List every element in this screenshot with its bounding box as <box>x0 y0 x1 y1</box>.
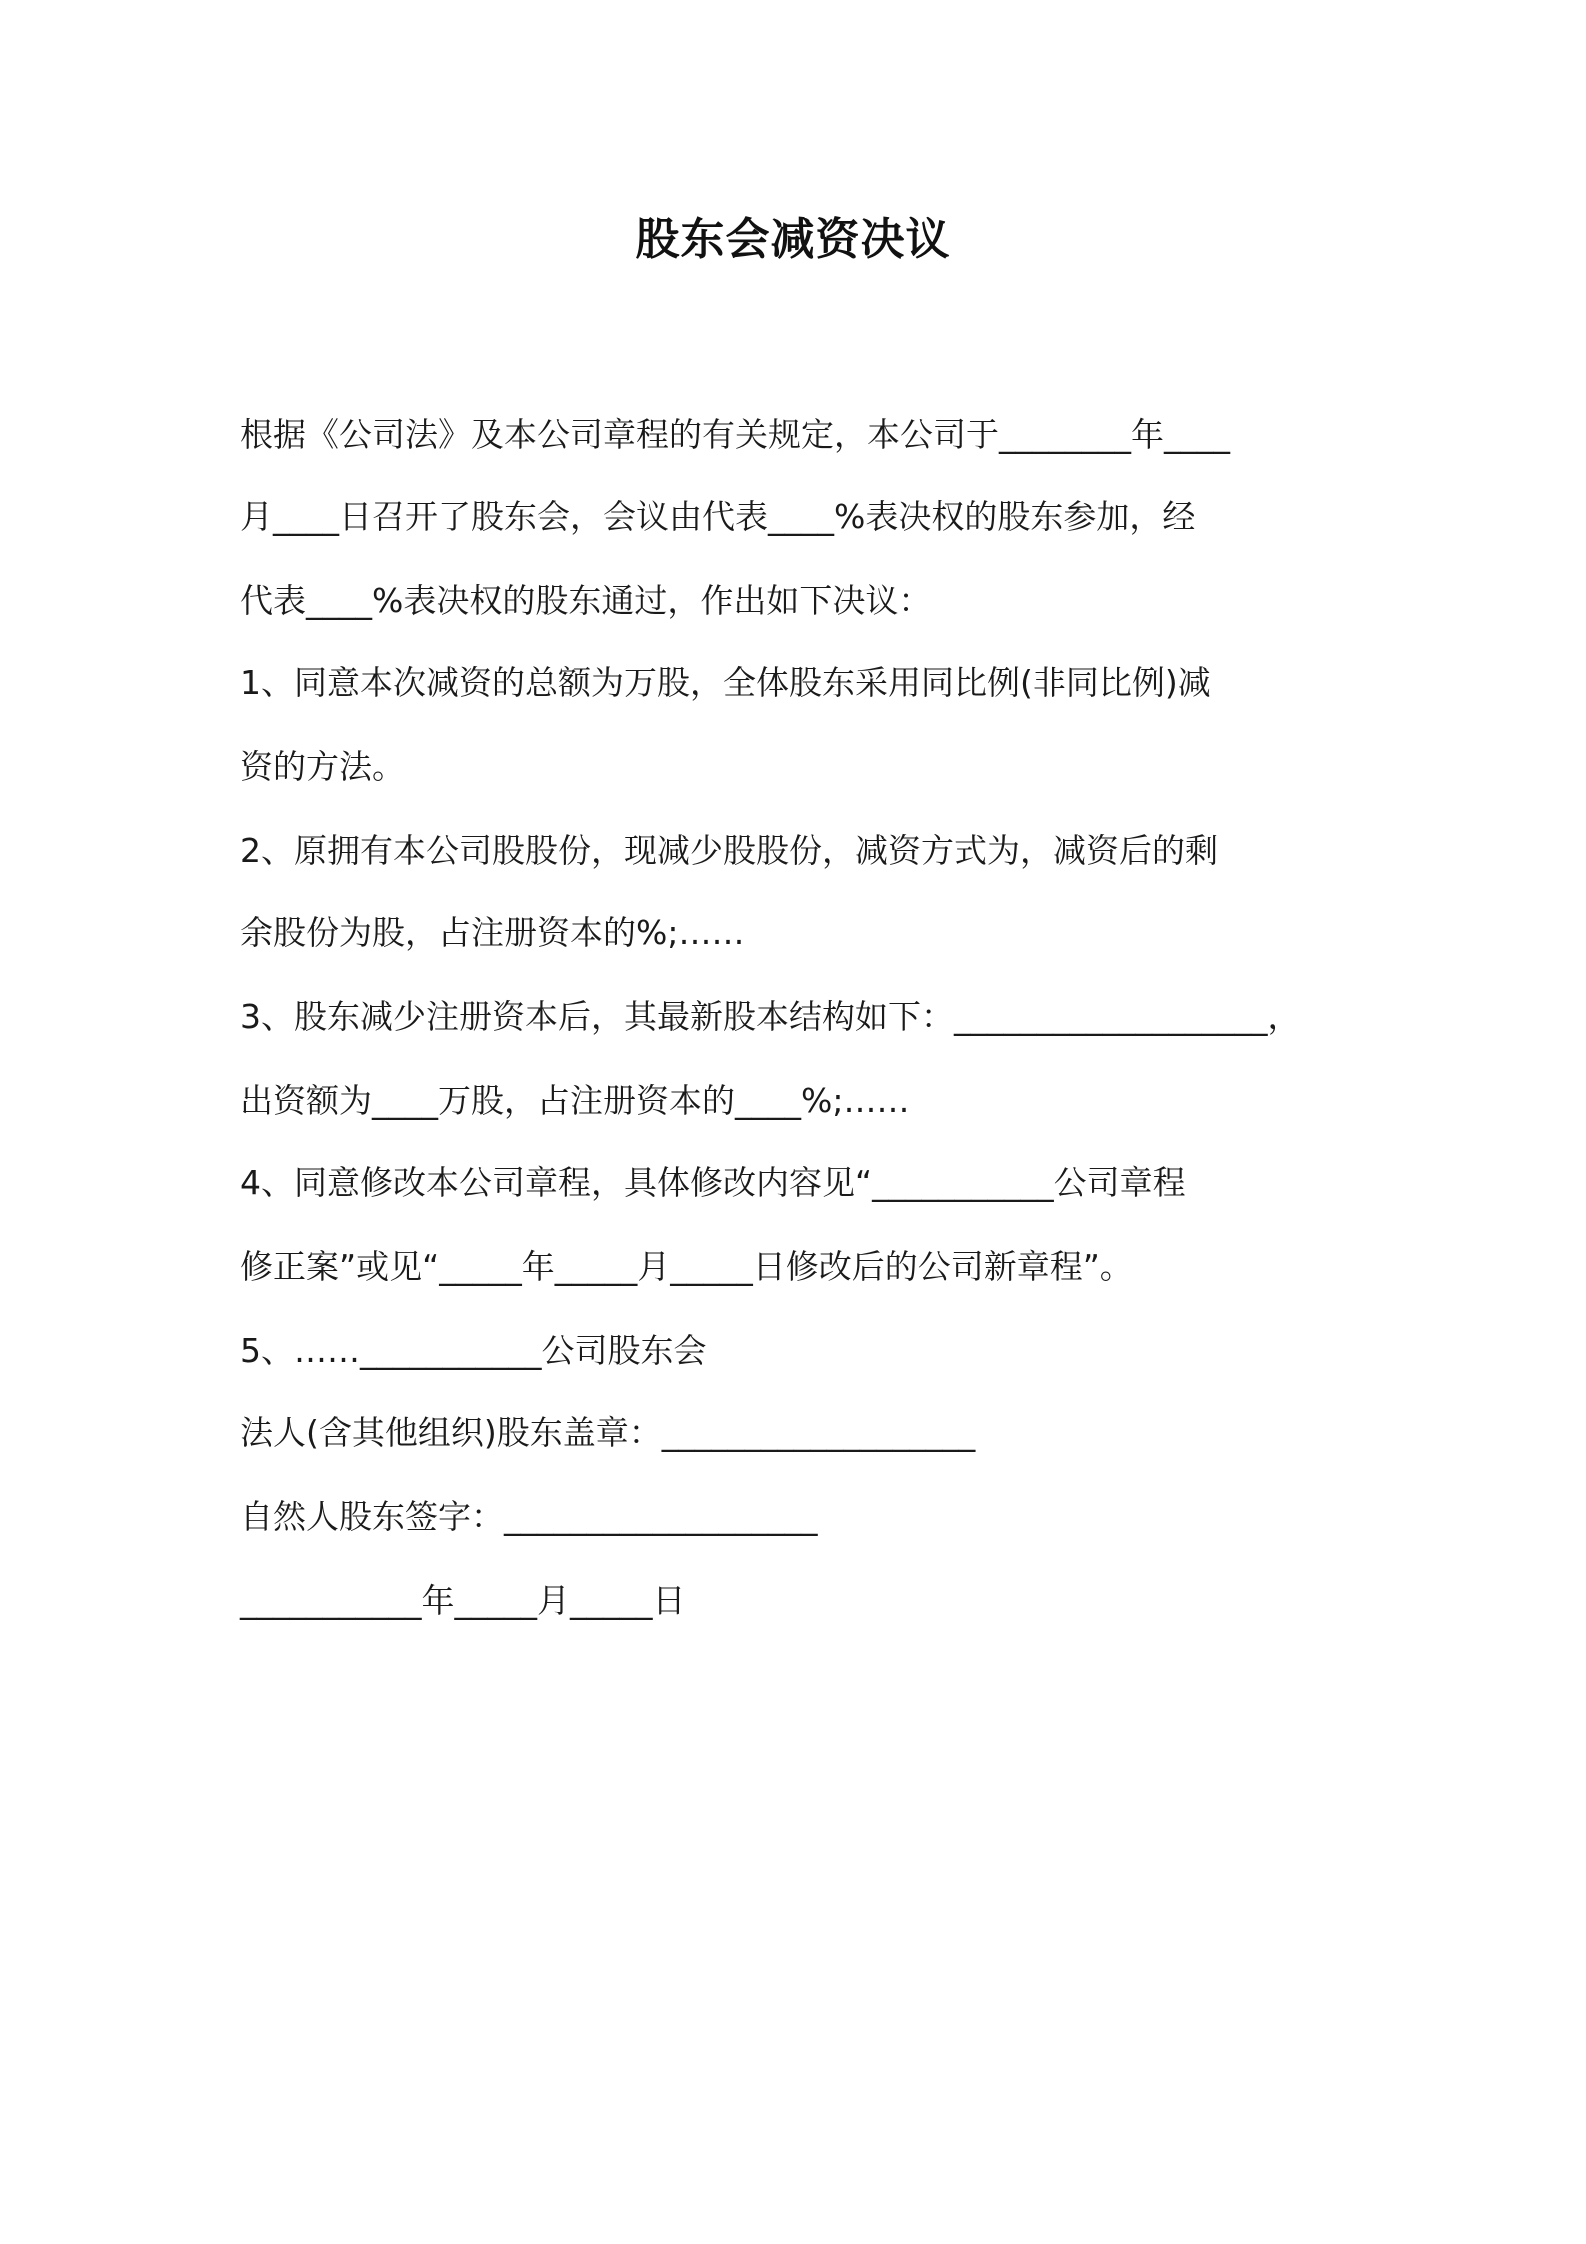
resolution-item-4-line-1: 4、同意修改本公司章程，具体修改内容见“___________公司章程 <box>240 1163 1186 1202</box>
paragraph-intro-line-1: 根据《公司法》及本公司章程的有关规定，本公司于________年____ <box>240 415 1230 454</box>
paragraph-intro-line-2: 月____日召开了股东会，会议由代表____%表决权的股东参加，经 <box>240 497 1196 536</box>
resolution-item-5-line: 5、……___________公司股东会 <box>240 1331 707 1370</box>
document-title: 股东会减资决议 <box>635 214 951 265</box>
natural-person-signature-line: 自然人股东签字：___________________ <box>240 1497 818 1536</box>
resolution-item-4-line-2: 修正案”或见“_____年_____月_____日修改后的公司新章程”。 <box>240 1247 1133 1286</box>
legal-person-seal-line: 法人(含其他组织)股东盖章：___________________ <box>240 1413 976 1452</box>
resolution-item-2-line-1: 2、原拥有本公司股股份，现减少股股份，减资方式为，减资后的剩 <box>240 831 1218 870</box>
resolution-item-3-line-1: 3、股东减少注册资本后，其最新股本结构如下：___________________， <box>240 997 1301 1036</box>
date-line: ___________年_____月_____日 <box>240 1581 686 1620</box>
resolution-item-1-line-1: 1、同意本次减资的总额为万股，全体股东采用同比例(非同比例)减 <box>240 663 1211 702</box>
resolution-item-3-line-2: 出资额为____万股，占注册资本的____%;…… <box>240 1081 910 1120</box>
resolution-item-1-line-2: 资的方法。 <box>240 747 405 786</box>
paragraph-intro-line-3: 代表____%表决权的股东通过，作出如下决议： <box>240 581 932 620</box>
resolution-item-2-line-2: 余股份为股，占注册资本的%;…… <box>240 913 745 952</box>
